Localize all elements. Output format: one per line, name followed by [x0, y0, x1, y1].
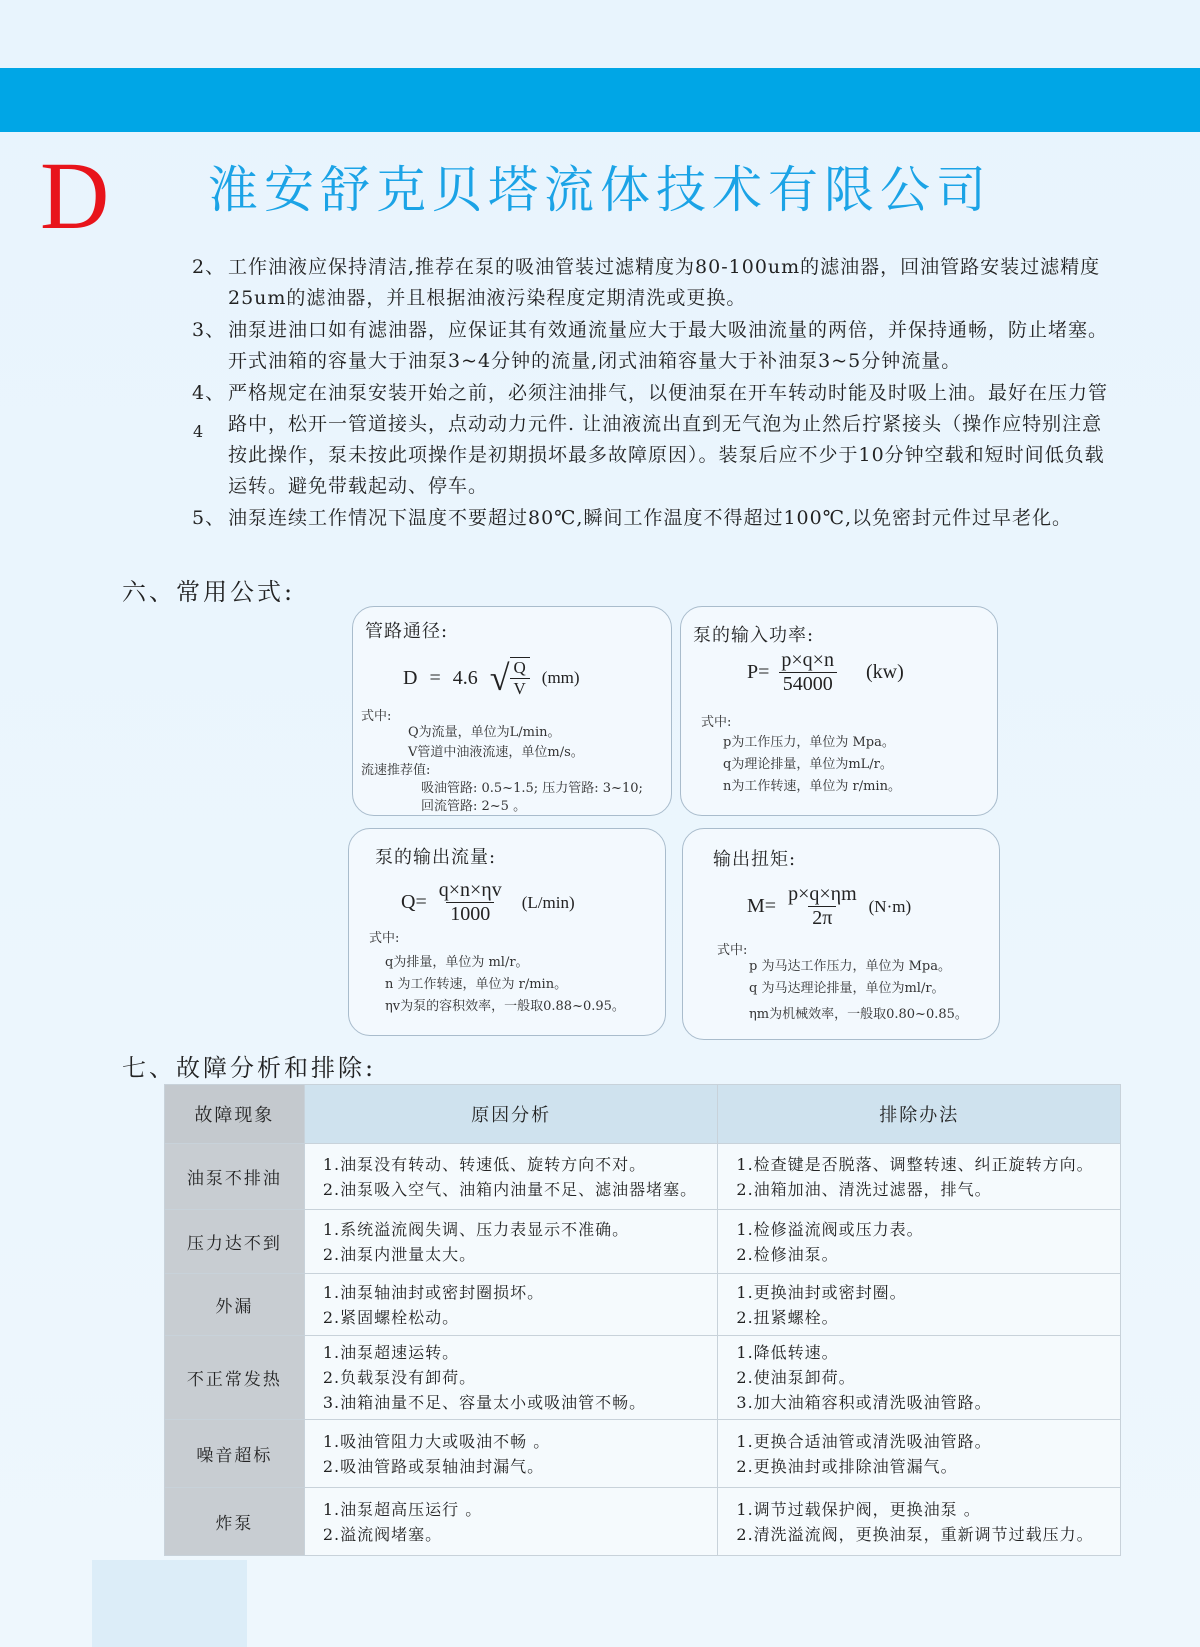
cause-cell: 1.油泵没有转动、转速低、旋转方向不对。 2.油泵吸入空气、油箱内油量不足、滤油器堵塞。	[304, 1144, 718, 1210]
decorative-corner	[92, 1560, 247, 1647]
note-item: 2、 工作油液应保持清洁,推荐在泵的吸油管装过滤精度为80-100um的滤油器，回油管路安装过滤精度25um的滤油器，并且根据油液污染程度定期清洗或更换。	[192, 256, 1101, 309]
note-item: 4、 严格规定在油泵安装开始之前，必须注油排气，以便油泵在开车转动时能及时吸上油。最好在压力管路中，松开一管道接头，点动动力元件. 让油液流出直到无气泡为止然后拧紧接头（操作应特别注意按此操作，泵未按此项操作是初期损坏最多故障原因）。装泵后应不少于10分钟空载和短时间低负载运转。避免带载起动、停车。	[192, 382, 1109, 497]
cause-cell: 1.系统溢流阀失调、压力表显示不准确。 2.油泵内泄量太大。	[304, 1210, 718, 1274]
top-banner	[0, 68, 1200, 132]
column-header: 原因分析	[304, 1085, 718, 1144]
flow-formula: Q= $\frac{q\times n\times\eta v}{1000}$ (L/min)	[401, 879, 575, 925]
cause-cell: 1.吸油管阻力大或吸油不畅 。 2.吸油管路或泵轴油封漏气。	[304, 1420, 718, 1488]
note-item: 5、 油泵连续工作情况下温度不要超过80℃,瞬间工作温度不得超过100℃,以免密封元件过早老化。	[192, 507, 1073, 529]
note-item: 3、 油泵进油口如有滤油器，应保证其有效通流量应大于最大吸油流量的两倍，并保持通畅，防止堵塞。开式油箱的容量大于油泵3~4分钟的流量,闭式油箱容量大于补油泵3~5分钟流量。	[192, 319, 1109, 372]
formula-box-flow: 泵的输出流量: Q= $\frac{q\times n\times\eta v}{1000}$ (L/min) 式中: q为排量，单位为 ml/r。 n 为工作转速，单位为 r/min。 ηv为泵的容积效率，一般取0.88~0.95。	[348, 828, 666, 1036]
table-row	[165, 1274, 1121, 1336]
cause-cell: 1.油泵轴油封或密封圈损坏。 2.紧固螺栓松动。	[304, 1274, 718, 1336]
symptom-cell: 炸泵	[165, 1488, 305, 1556]
symptom-cell: 压力达不到	[165, 1210, 305, 1274]
fix-cell: 1.检查键是否脱落、调整转速、纠正旋转方向。 2.油箱加油、清洗过滤器，排气。	[718, 1144, 1121, 1210]
formula-box-power: 泵的输入功率: P= $\frac{p\times q\times n}{54000}$ (kw) 式中: p为工作压力，单位为 Mpa。 q为理论排量，单位为mL/r。 n为工作转速，单位为 r/min。	[680, 606, 998, 816]
table-row	[165, 1420, 1121, 1488]
stray-mark: 4	[193, 422, 204, 441]
formula-box-torque: 输出扭矩: M= $\frac{p\times q\times\eta m}{2\pi}$ (N·m) 式中: p 为马达工作压力，单位为 Mpa。 q 为马达理论排量，单位为ml/r。 ηm为机械效率，一般取0.80~0.85。	[682, 828, 1000, 1040]
notes-list	[192, 252, 1122, 535]
formula-title: 管路通径:	[365, 621, 449, 642]
table-row	[165, 1144, 1121, 1210]
cause-cell: 1.油泵超速运转。 2.负载泵没有卸荷。 3.油箱油量不足、容量太小或吸油管不畅。	[304, 1336, 718, 1420]
fix-cell: 1.调节过载保护阀，更换油泵 。 2.清洗溢流阀，更换油泵，重新调节过载压力。	[718, 1488, 1121, 1556]
fix-cell: 1.更换油封或密封圈。 2.扭紧螺栓。	[718, 1274, 1121, 1336]
cause-cell: 1.油泵超高压运行 。 2.溢流阀堵塞。	[304, 1488, 718, 1556]
section-letter: D	[40, 142, 110, 249]
fix-cell: 1.更换合适油管或清洗吸油管路。 2.更换油封或排除油管漏气。	[718, 1420, 1121, 1488]
column-header: 故障现象	[165, 1085, 305, 1144]
formula-title: 输出扭矩:	[713, 849, 797, 870]
symptom-cell: 油泵不排油	[165, 1144, 305, 1210]
torque-formula: M= $\frac{p\times q\times\eta m}{2\pi}$ (N·m)	[747, 883, 912, 929]
table-row	[165, 1488, 1121, 1556]
table-row	[165, 1210, 1121, 1274]
table-row	[165, 1336, 1121, 1420]
formula-box-pipe: 管路通径: D = 4.6 √ $\frac{Q}{V}$ (mm) 式中: Q为流量，单位为L/min。 V管道中油液流速，单位m/s。 流速推荐值: 吸油管路: 0.5~1.5; 压力管路: 3~10; 回流管路: 2~5 。	[352, 606, 672, 816]
section-7-heading: 七、故障分析和排除:	[122, 1054, 377, 1082]
table-header-row	[165, 1085, 1121, 1144]
symptom-cell: 噪音超标	[165, 1420, 305, 1488]
pipe-formula: D = 4.6 √ $\frac{Q}{V}$ (mm)	[403, 658, 580, 698]
symptom-cell: 外漏	[165, 1274, 305, 1336]
company-title: 淮安舒克贝塔流体技术有限公司	[208, 161, 992, 219]
fix-cell: 1.检修溢流阀或压力表。 2.检修油泵。	[718, 1210, 1121, 1274]
power-formula: P= $\frac{p\times q\times n}{54000}$ (kw)	[747, 649, 904, 695]
formula-title: 泵的输出流量:	[375, 847, 497, 868]
column-header: 排除办法	[718, 1085, 1121, 1144]
formula-title: 泵的输入功率:	[693, 625, 815, 646]
section-6-heading: 六、常用公式:	[122, 578, 296, 606]
symptom-cell: 不正常发热	[165, 1336, 305, 1420]
sqrt-icon: √	[489, 658, 510, 698]
fix-cell: 1.降低转速。 2.使油泵卸荷。 3.加大油箱容积或清洗吸油管路。	[718, 1336, 1121, 1420]
sqrt-expression: √ $\frac{Q}{V}$	[490, 657, 530, 699]
fault-table	[164, 1084, 1121, 1556]
